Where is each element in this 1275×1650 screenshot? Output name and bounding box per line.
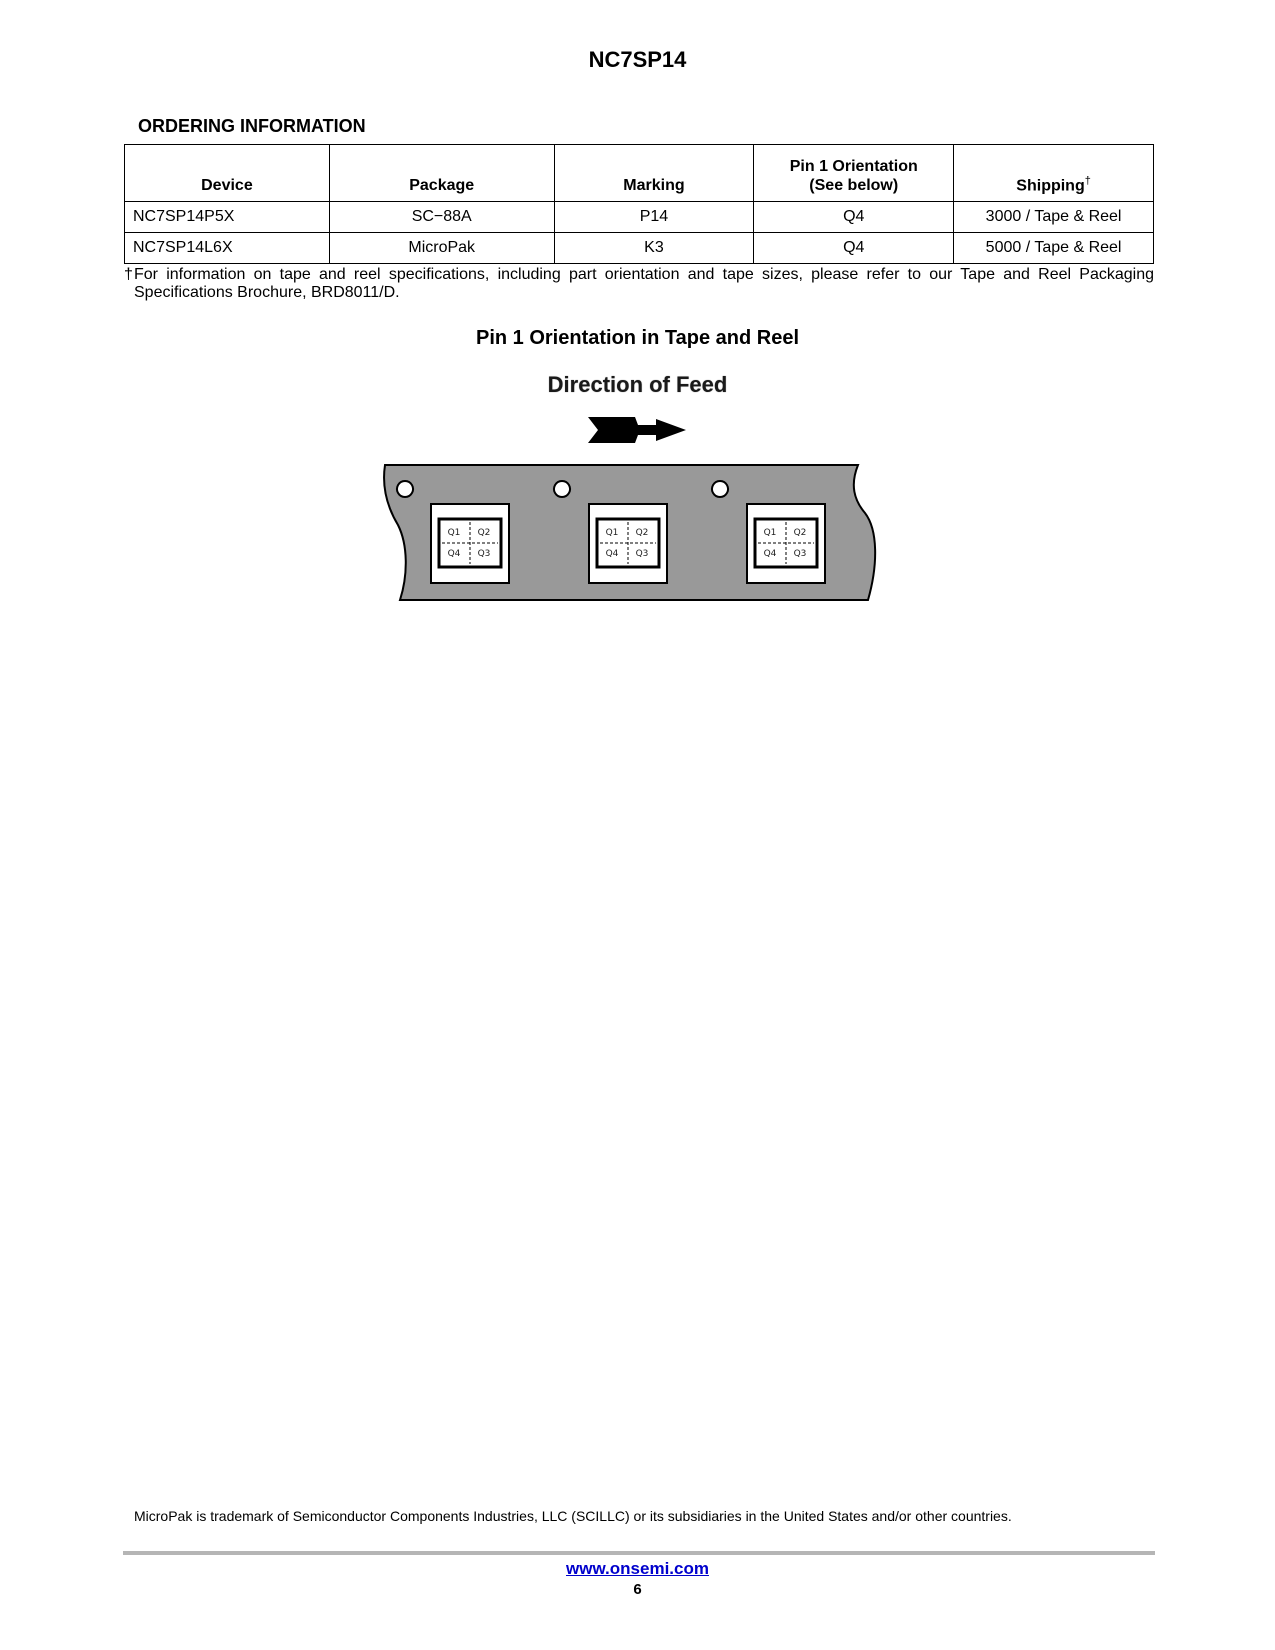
header-package: Package bbox=[329, 145, 554, 202]
cell-device: NC7SP14L6X bbox=[125, 233, 330, 264]
quadrant-label: Q3 bbox=[635, 549, 649, 559]
page-number: 6 bbox=[633, 1581, 642, 1598]
table-header-row bbox=[125, 145, 1154, 202]
cell-shipping: 5000 / Tape & Reel bbox=[954, 233, 1154, 264]
header-shipping-label: Shipping bbox=[1016, 177, 1085, 194]
trademark-note: MicroPak is trademark of Semiconductor Components Industries, LLC (SCILLC) or its subsidiaries in the United States and/or other countries. bbox=[134, 1508, 1012, 1524]
table-row bbox=[125, 202, 1154, 233]
cell-device: NC7SP14P5X bbox=[125, 202, 330, 233]
header-shipping bbox=[954, 145, 1154, 202]
cell-marking: P14 bbox=[554, 202, 754, 233]
cell-pin1: Q4 bbox=[754, 233, 954, 264]
header-shipping-mark: † bbox=[1084, 174, 1091, 187]
website-link[interactable]: www.onsemi.com bbox=[566, 1559, 709, 1578]
figure-title: Pin 1 Orientation in Tape and Reel bbox=[475, 327, 800, 349]
quadrant-label: Q4 bbox=[447, 549, 461, 559]
quadrant-label: Q3 bbox=[793, 549, 807, 559]
feed-direction-label: Direction of Feed bbox=[547, 372, 728, 397]
tape-pocket bbox=[589, 504, 667, 583]
footnote-mark: † bbox=[124, 266, 133, 283]
quadrant-label: Q2 bbox=[635, 528, 649, 538]
quadrant-label: Q4 bbox=[763, 549, 777, 559]
cell-shipping: 3000 / Tape & Reel bbox=[954, 202, 1154, 233]
header-pin1-orientation bbox=[754, 145, 954, 202]
header-device: Device bbox=[125, 145, 330, 202]
tape-pocket bbox=[747, 504, 825, 583]
quadrant-label: Q4 bbox=[605, 549, 619, 559]
feed-arrow-icon bbox=[588, 417, 686, 443]
tape-pocket bbox=[431, 504, 509, 583]
ordering-table bbox=[124, 144, 1154, 264]
quadrant-label: Q1 bbox=[763, 528, 777, 538]
table-footnote bbox=[124, 266, 1154, 302]
cell-package: SC−88A bbox=[329, 202, 554, 233]
quadrant-label: Q2 bbox=[477, 528, 491, 538]
footnote-text: For information on tape and reel specifications, including part orientation and tape sizes, please refer to our Tape and Reel Packaging Specifications Brochure, BRD8011/D. bbox=[134, 266, 1154, 301]
tape-reel-diagram bbox=[380, 405, 900, 610]
header-pin1-line1: Pin 1 Orientation bbox=[789, 158, 918, 175]
header-pin1-line2: (See below) bbox=[809, 177, 899, 194]
header-marking: Marking bbox=[554, 145, 754, 202]
quadrant-label: Q3 bbox=[477, 549, 491, 559]
table-row bbox=[125, 233, 1154, 264]
quadrant-label: Q1 bbox=[605, 528, 619, 538]
section-heading: ORDERING INFORMATION bbox=[138, 116, 366, 136]
quadrant-label: Q2 bbox=[793, 528, 807, 538]
footer-divider bbox=[123, 1551, 1155, 1555]
cell-marking: K3 bbox=[554, 233, 754, 264]
page-title: NC7SP14 bbox=[588, 47, 687, 72]
cell-pin1: Q4 bbox=[754, 202, 954, 233]
quadrant-label: Q1 bbox=[447, 528, 461, 538]
cell-package: MicroPak bbox=[329, 233, 554, 264]
